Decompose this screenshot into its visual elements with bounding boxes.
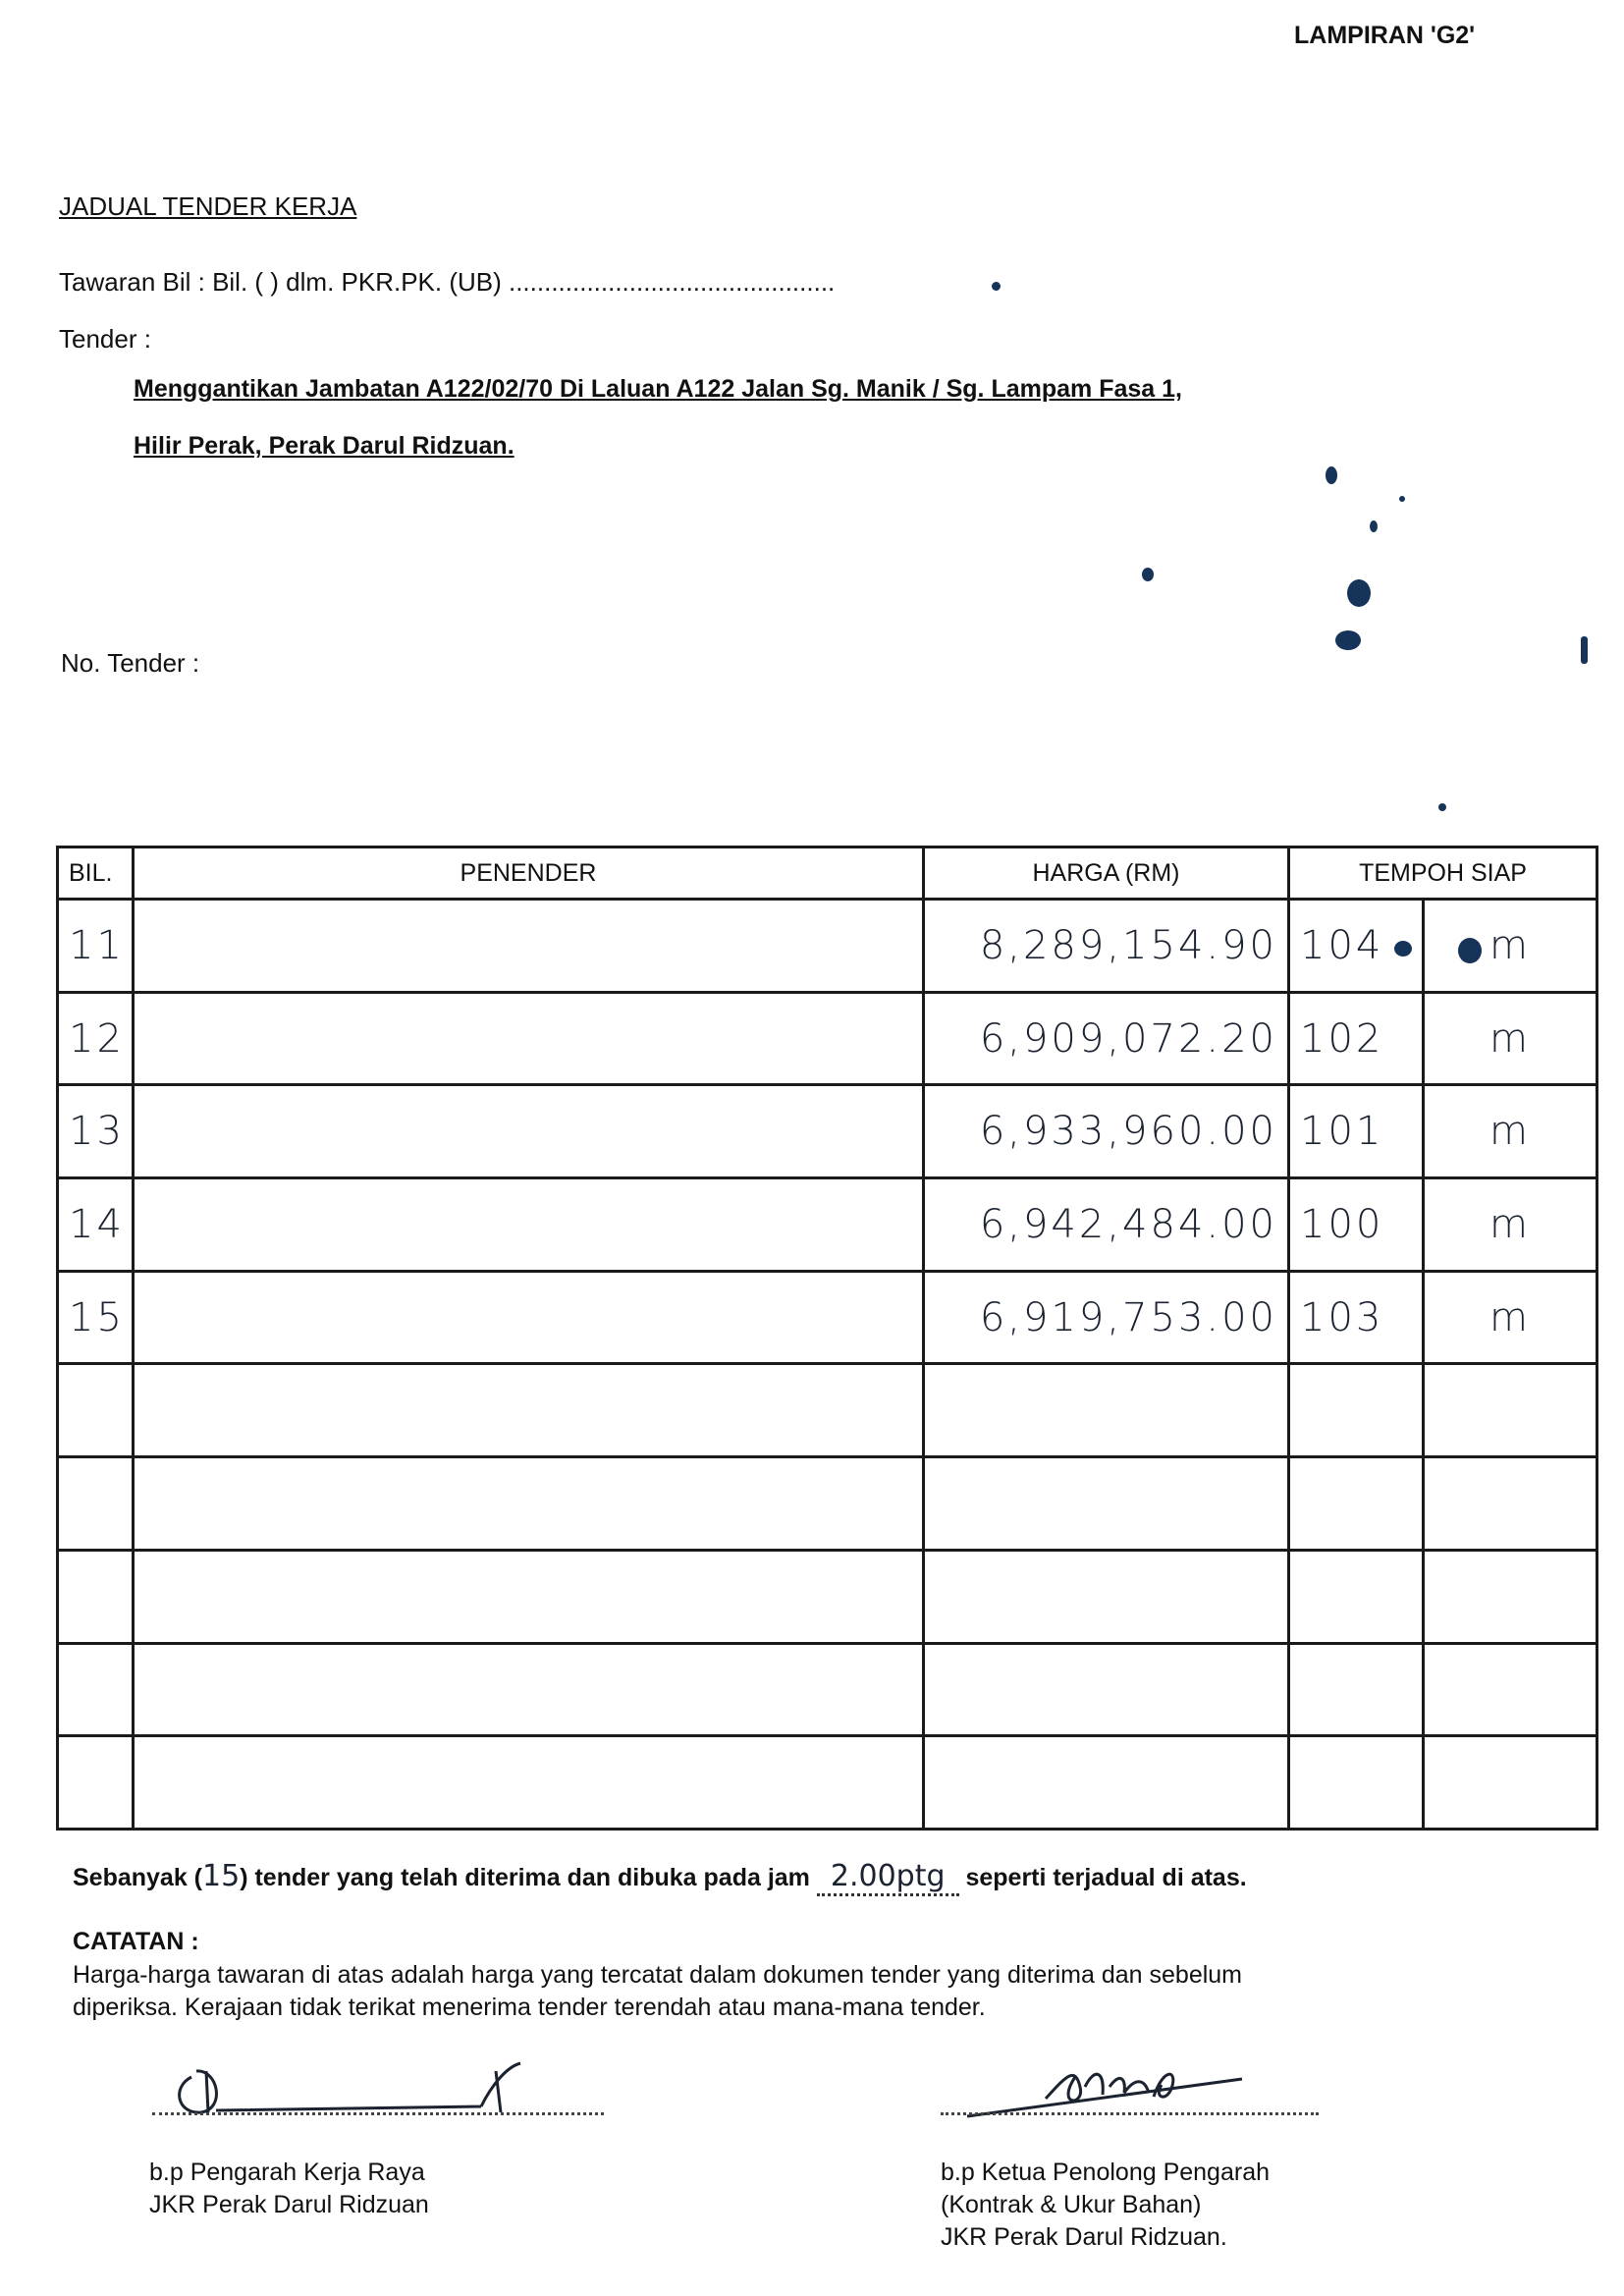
- no-tender-label: No. Tender :: [61, 648, 200, 678]
- cell-unit: m: [1424, 1271, 1597, 1364]
- cell-penender: [134, 992, 924, 1085]
- signatory-left-line1: b.p Pengarah Kerja Raya: [149, 2159, 425, 2186]
- tender-schedule-table: [56, 846, 1598, 1831]
- summary-count: 15: [202, 1859, 241, 1893]
- cell-penender: [134, 1271, 924, 1364]
- tawaran-line: Tawaran Bil : Bil. ( ) dlm. PKR.PK. (UB) ..............................................: [59, 267, 836, 297]
- cell-tempoh: [1289, 1736, 1424, 1830]
- summary-time: 2.00ptg: [817, 1859, 959, 1896]
- cell-penender: [134, 1643, 924, 1736]
- cell-bil: [58, 1364, 134, 1457]
- signatory-right-line1: b.p Ketua Penolong Pengarah: [941, 2159, 1270, 2186]
- table-row: [58, 900, 1597, 993]
- cell-unit: m: [1424, 992, 1597, 1085]
- cell-unit: m: [1424, 1178, 1597, 1272]
- cell-harga: 6,933,960.00: [924, 1085, 1289, 1178]
- table-row: [58, 1178, 1597, 1272]
- cell-tempoh: 102: [1289, 992, 1424, 1085]
- cell-tempoh: 100: [1289, 1178, 1424, 1272]
- cell-unit: m: [1424, 1085, 1597, 1178]
- ink-spot: [1370, 520, 1378, 532]
- cell-tempoh: 101: [1289, 1085, 1424, 1178]
- summary-prefix: Sebanyak (: [73, 1864, 203, 1891]
- cell-harga: [924, 1643, 1289, 1736]
- col-header-bil: BIL.: [58, 847, 134, 900]
- ink-spot: [1438, 803, 1446, 811]
- cell-bil: 15: [58, 1271, 134, 1364]
- signatory-left-line2: JKR Perak Darul Ridzuan: [149, 2191, 429, 2218]
- col-header-tempoh: TEMPOH SIAP: [1289, 847, 1597, 900]
- signatory-left-caption: [149, 2157, 429, 2221]
- cell-bil: [58, 1643, 134, 1736]
- table-row: [58, 1271, 1597, 1364]
- signatory-right-line3: JKR Perak Darul Ridzuan.: [941, 2223, 1227, 2251]
- cell-tempoh: [1289, 1643, 1424, 1736]
- summary-line: [73, 1859, 1247, 1893]
- cell-penender: [134, 1364, 924, 1457]
- ink-spot: [1347, 579, 1371, 607]
- table-row: [58, 1085, 1597, 1178]
- cell-unit: [1424, 1457, 1597, 1551]
- cell-harga: [924, 1364, 1289, 1457]
- cell-penender: [134, 900, 924, 993]
- signature-left-line: [152, 2112, 604, 2115]
- cell-unit: [1424, 1736, 1597, 1830]
- signature-left: [147, 2048, 609, 2131]
- cell-harga: 6,919,753.00: [924, 1271, 1289, 1364]
- cell-tempoh: [1289, 1364, 1424, 1457]
- cell-tempoh: 104: [1289, 900, 1424, 993]
- ink-spot: [1458, 938, 1482, 963]
- signatory-right-caption: [941, 2157, 1270, 2254]
- document-title: JADUAL TENDER KERJA: [59, 191, 357, 221]
- ink-spot: [1142, 568, 1154, 581]
- tender-label: Tender :: [59, 324, 151, 354]
- cell-unit: [1424, 1643, 1597, 1736]
- cell-penender: [134, 1178, 924, 1272]
- cell-bil: [58, 1550, 134, 1643]
- col-header-harga: HARGA (RM): [924, 847, 1289, 900]
- cell-bil: 14: [58, 1178, 134, 1272]
- cell-harga: [924, 1457, 1289, 1551]
- summary-middle: ) tender yang telah diterima dan dibuka pada jam: [240, 1864, 810, 1891]
- ink-spot: [1335, 630, 1361, 650]
- cell-harga: [924, 1550, 1289, 1643]
- cell-penender: [134, 1085, 924, 1178]
- table-row: [58, 1643, 1597, 1736]
- cell-tempoh: [1289, 1550, 1424, 1643]
- cell-penender: [134, 1457, 924, 1551]
- signature-right-line: [941, 2112, 1319, 2115]
- table-row: [58, 1736, 1597, 1830]
- cell-tempoh: [1289, 1457, 1424, 1551]
- cell-bil: [58, 1736, 134, 1830]
- cell-harga: [924, 1736, 1289, 1830]
- ink-spot: [1326, 466, 1337, 484]
- cell-bil: 11: [58, 900, 134, 993]
- cell-tempoh: 103: [1289, 1271, 1424, 1364]
- cell-unit: m: [1424, 900, 1597, 993]
- cell-bil: 12: [58, 992, 134, 1085]
- table-row: [58, 992, 1597, 1085]
- ink-spot: [1581, 636, 1588, 664]
- cell-harga: 6,909,072.20: [924, 992, 1289, 1085]
- cell-penender: [134, 1550, 924, 1643]
- cell-unit: [1424, 1364, 1597, 1457]
- ink-spot: [1394, 941, 1412, 957]
- ink-spot: [992, 282, 1001, 291]
- cell-bil: [58, 1457, 134, 1551]
- cell-harga: 6,942,484.00: [924, 1178, 1289, 1272]
- cell-harga: 8,289,154.90: [924, 900, 1289, 993]
- col-header-penender: PENENDER: [134, 847, 924, 900]
- catatan-text: Harga-harga tawaran di atas adalah harga yang tercatat dalam dokumen tender yang diterima dan sebelum diperiksa. Kerajaan tidak terikat menerima tender terendah atau mana-mana tender.: [73, 1961, 1243, 2021]
- table-row: [58, 1550, 1597, 1643]
- cell-unit: [1424, 1550, 1597, 1643]
- signatory-right-line2: (Kontrak & Ukur Bahan): [941, 2191, 1202, 2218]
- table-row: [58, 1364, 1597, 1457]
- table-row: [58, 1457, 1597, 1551]
- cell-bil: 13: [58, 1085, 134, 1178]
- lampiran-label: LAMPIRAN 'G2': [1294, 22, 1476, 49]
- cell-penender: [134, 1736, 924, 1830]
- ink-spot: [1399, 496, 1405, 502]
- catatan-label: CATATAN :: [73, 1928, 199, 1955]
- tender-name-line-2: Hilir Perak, Perak Darul Ridzuan.: [134, 432, 514, 460]
- signature-right: [938, 2048, 1330, 2131]
- tender-name-line-1: Menggantikan Jambatan A122/02/70 Di Laluan A122 Jalan Sg. Manik / Sg. Lampam Fasa 1,: [134, 375, 1182, 403]
- summary-suffix: seperti terjadual di atas.: [965, 1864, 1247, 1891]
- table-header-row: [58, 847, 1597, 900]
